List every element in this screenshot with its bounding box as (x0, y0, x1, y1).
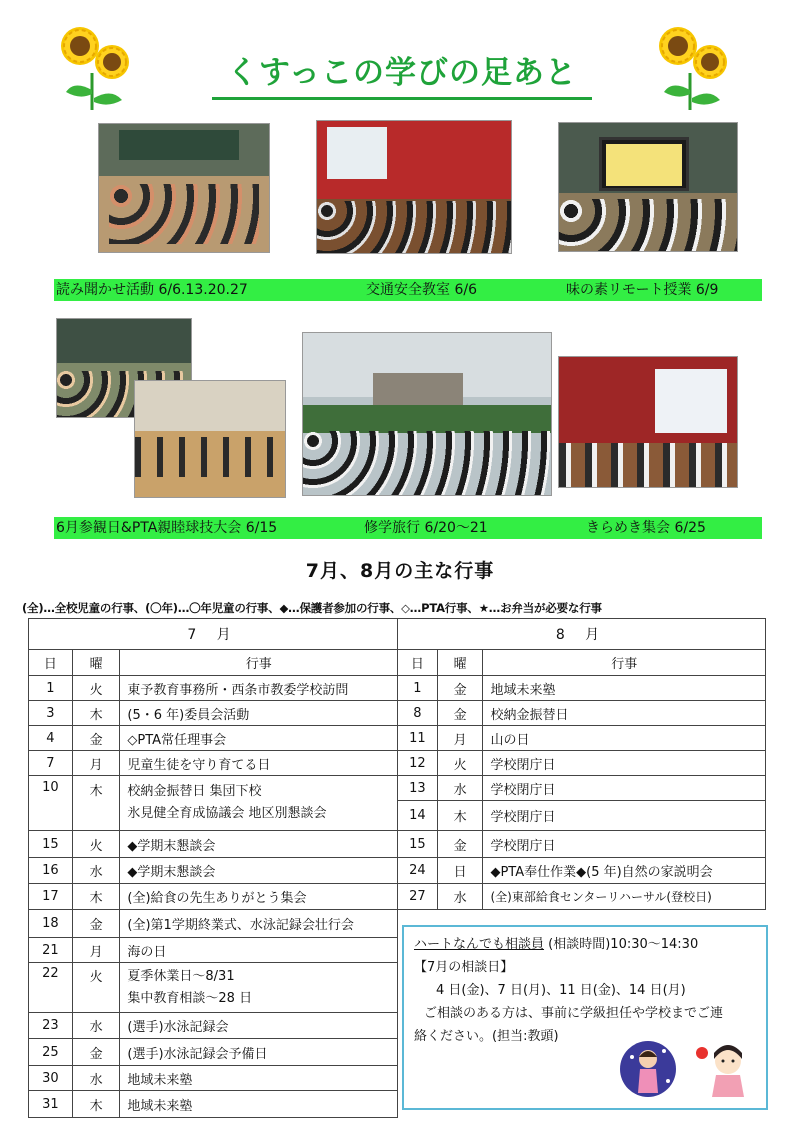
photo-pta-ball-game (134, 380, 286, 498)
july-schedule-table (28, 618, 398, 1118)
table-row: 15 金 学校閉庁日 (398, 831, 766, 858)
august-header-dow: 曜 (437, 650, 483, 676)
table-row: 11 月 山の日 (398, 726, 766, 751)
table-row: 31 木 地域未来塾 (29, 1091, 398, 1118)
table-row: 8 金 校納金振替日 (398, 701, 766, 726)
table-row: 16 水 ◆学期末懇談会 (29, 858, 398, 884)
table-row: 22 火 夏季休業日～8/31 集中教育相談～28 日 (29, 963, 398, 1013)
consult-time: (相談時間)10:30～14:30 (548, 937, 699, 952)
august-month-header: 8 月 (398, 619, 766, 650)
caption-traffic: 交通安全教室 6/6 (366, 282, 477, 298)
july-header-event: 行事 (120, 650, 398, 676)
table-row: 23 水 (選手)水泳記録会 (29, 1013, 398, 1039)
table-row: 17 木 (全)給食の先生ありがとう集会 (29, 884, 398, 910)
section-title: 7月、8月の主な行事 (305, 560, 495, 582)
august-header-event: 行事 (483, 650, 766, 676)
consult-head: ハートなんでも相談員 (414, 937, 545, 952)
caption-school-trip: 修学旅行 6/20～21 (364, 520, 488, 536)
table-row: 12 火 学校閉庁日 (398, 751, 766, 776)
table-row: 27 水 (全)東部給食センターリハーサル(登校日) (398, 884, 766, 910)
photo-reading-activity (98, 123, 270, 253)
table-row: 24 日 ◆PTA奉仕作業◆(5 年)自然の家説明会 (398, 858, 766, 884)
table-row: 1 金 地域未来塾 (398, 676, 766, 701)
photo-school-trip (302, 332, 552, 496)
consultation-box (402, 925, 768, 1110)
table-row: 1 火 東予教育事務所・西条市教委学校訪問 (29, 676, 398, 701)
page-title: くすっこの学びの足あと (212, 52, 592, 100)
table-row: 13 水 学校閉庁日 (398, 776, 766, 801)
table-row: 21 月 海の日 (29, 938, 398, 963)
july-header-day: 日 (29, 650, 73, 676)
july-header-dow: 曜 (72, 650, 120, 676)
photo-remote-class (558, 122, 738, 252)
sunflower-left-icon (52, 18, 134, 114)
august-header-day: 日 (398, 650, 438, 676)
girl-illustration-icon (694, 1039, 758, 1101)
photo-traffic-safety (316, 120, 512, 254)
table-row: 10 木 校納金振替日 集団下校 氷見健全育成協議会 地区別懇談会 (29, 776, 398, 831)
table-row: 15 火 ◆学期末懇談会 (29, 831, 398, 858)
august-schedule-table (397, 618, 766, 910)
caption-kirameki: きらめき集会 6/25 (586, 520, 706, 536)
caption-open-class: 6月参観日&PTA親睦球技大会 6/15 (56, 520, 278, 536)
table-row: 14 木 学校閉庁日 (398, 801, 766, 831)
consult-note-1: ご相談のある方は、事前に学級担任や学校までご連 (424, 1006, 724, 1021)
table-row: 18 金 (全)第1学期終業式、水泳記録会壮行会 (29, 910, 398, 938)
photo-kirameki-assembly (558, 356, 738, 488)
caption-bar-row1 (54, 279, 762, 301)
consult-note-2: 絡ください。(担当:教頭) (414, 1029, 559, 1044)
table-row: 3 木 (5・6 年)委員会活動 (29, 701, 398, 726)
consult-month-label: 【7月の相談日】 (414, 960, 514, 975)
july-month-header: 7 月 (29, 619, 398, 650)
legend-text: (全)…全校児童の行事、(〇年)…〇年児童の行事、◆…保護者参加の行事、◇…PTA行事、★…お弁当が必要な行事 (22, 601, 602, 615)
consult-dates: 4 日(金)、7 日(月)、11 日(金)、14 日(月) (436, 983, 686, 998)
table-row: 30 水 地域未来塾 (29, 1066, 398, 1091)
table-row: 25 金 (選手)水泳記録会予備日 (29, 1039, 398, 1066)
table-row: 7 月 児童生徒を守り育てる日 (29, 751, 398, 776)
caption-remote: 味の素リモート授業 6/9 (566, 282, 719, 298)
counselor-illustration-icon (618, 1035, 682, 1101)
sunflower-right-icon (650, 18, 732, 114)
caption-reading: 読み聞かせ活動 6/6.13.20.27 (56, 282, 248, 298)
table-row: 4 金 ◇PTA常任理事会 (29, 726, 398, 751)
caption-bar-row2 (54, 517, 762, 539)
